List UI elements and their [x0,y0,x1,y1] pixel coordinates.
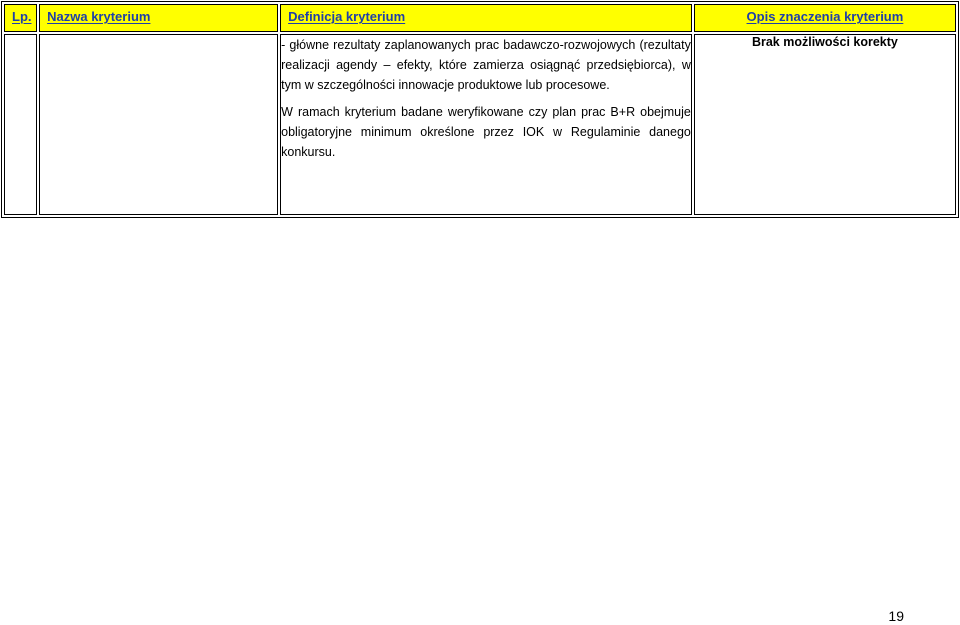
header-opis-znaczenia: Opis znaczenia kryterium [694,4,956,32]
criteria-table [1,1,959,218]
header-definicja-kryterium: Definicja kryterium [280,4,692,32]
page-number: 19 [888,608,904,624]
cell-lp [4,34,37,215]
header-lp: Lp. [4,4,37,32]
definicja-paragraph-2: W ramach kryterium badane weryfikowane czy plan prac B+R obejmuje obligatoryjne minimum określone przez IOK w Regulaminie danego konkursu. [281,105,691,159]
table-header-row [4,4,956,32]
cell-definicja [280,34,692,215]
header-nazwa-kryterium: Nazwa kryterium [39,4,278,32]
definicja-paragraph-1: - główne rezultaty zaplanowanych prac badawczo-rozwojowych (rezultaty realizacji agendy – efekty, które zamierza osiągnąć przedsiębiorca), w tym w szczególności innowacje produktowe lub procesowe. [281,38,691,92]
table-row [4,34,956,215]
cell-nazwa [39,34,278,215]
cell-opis: Brak możliwości korekty [694,34,956,215]
